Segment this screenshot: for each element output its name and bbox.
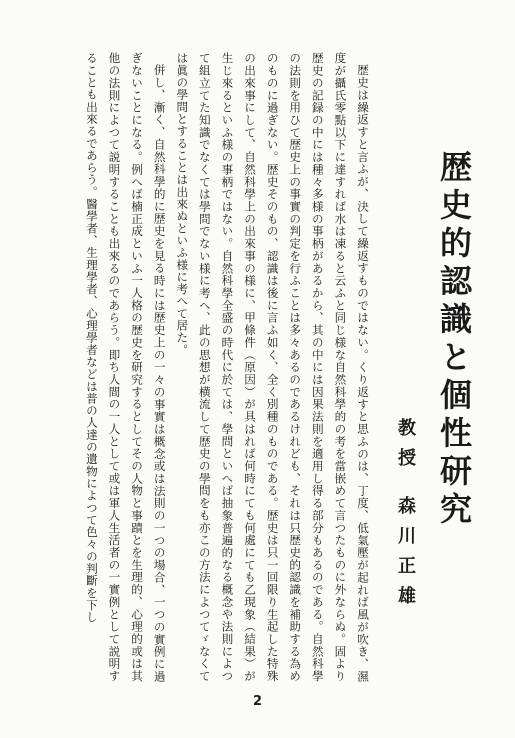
article-title: 歴史的認識と個性研究 [435,150,473,530]
author-line: 教授 森川正雄 [395,418,416,617]
page-number: 2 [252,694,263,709]
body-paragraph: 併し、漸く、自然科學的に歴史を見る時には歴史上の一々の事實は概念或は法則の一つの場合、一つの實例に過ぎないことになる。例へば楠正成といふ一人格の歴史を研究するとしてその人物と事蹟とを生理的、心理的或は其他の法則によつて説明することも出來るのであらう。即ち人間の一人として或は軍人生活者の一實例として説明することも出來るであらう。醫學者、生理學者、心理學者などは普の人達の遺物によつて色々の判斷を下し [84,52,167,682]
article-body [24,52,374,682]
body-paragraph: 歴史は繰返すと言ふが、決して繰返すものではない。くり返すと思ふのは、丁度、低氣壓が起れば風が吹き、濕度が攝氏零點以下に達すれば水は凍ると云ふと同じ様な自然科學的の考を當嵌めて言つたものに外ならぬ。固より歴史の記録の中には種々多様の事柄があるから、其の中には因果法則を適用し得る部分もあるのである。自然科學の法則を用ひて歴史上の事實の判定を行ふことは多々あるのであるけれども、それは只歴史的認識を補助する為めのものに過ぎない。歴史そのもの、認識は後に言ふ如く、全く別種のものである。歴史は只一回限り生起した特殊の出來事にして、自然科學上の出來事の様に、甲條件（原因）が具はれば何時にても何處にても乙現象（結果）が生じ來るといふ様の事柄ではない。自然科學全盛の時代に於ては、學問といへば抽象普遍的なる概念や法則によつて組立てた知識でなくては學問でない様に考へ、此の思想が横流して歴史の學問をも亦この方法によつてゞなくては眞の學問とすることは出來ぬといふ様に考へて居た。 [175,52,370,682]
